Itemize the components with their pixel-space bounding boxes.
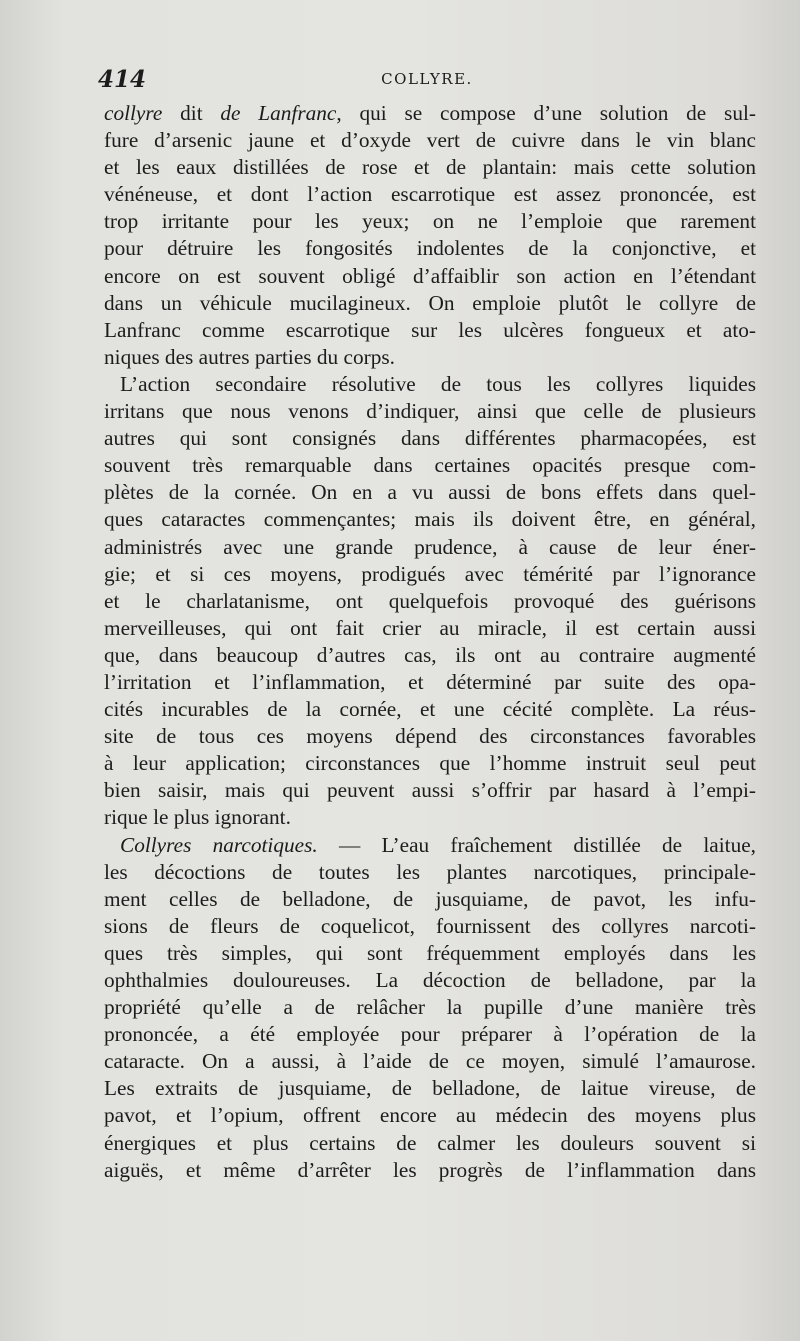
- text-line: [104, 777, 756, 804]
- line-text: souvent très remarquable dans certaines opacités presque com-: [104, 453, 756, 478]
- text-line: [104, 561, 756, 588]
- text-line: [104, 669, 756, 696]
- line-text: Les extraits de jusquiame, de belladone, de laitue vireuse, de: [104, 1076, 756, 1101]
- line-text: énergiques et plus certains de calmer les douleurs souvent si: [104, 1130, 756, 1155]
- line-text: Lanfranc comme escarrotique sur les ulcères fongueux et ato-: [104, 317, 756, 342]
- line-text: — L’eau fraîchement distillée de laitue,: [317, 832, 756, 857]
- text-line: [104, 208, 756, 235]
- line-text: propriété qu’elle a de relâcher la pupille d’une manière très: [104, 995, 756, 1020]
- text-line: [104, 750, 756, 777]
- line-text: niques des autres parties du corps.: [104, 344, 395, 369]
- text-line: [104, 100, 756, 127]
- line-text: prononcée, a été employée pour préparer à l’opération de la: [104, 1022, 756, 1047]
- text-line: [104, 696, 756, 723]
- text-line: [104, 994, 756, 1021]
- line-text: bien saisir, mais qui peuvent aussi s’offrir par hasard à l’empi-: [104, 778, 756, 803]
- line-text: , qui se compose d’une solution de sul-: [336, 101, 756, 125]
- text-line: [104, 263, 756, 290]
- text-line: [104, 154, 756, 181]
- text-line: [104, 723, 756, 750]
- text-line: [104, 127, 756, 154]
- line-text: ques très simples, qui sont fréquemment employés dans les: [104, 940, 756, 965]
- text-line: [104, 1102, 756, 1129]
- text-line: [104, 1021, 756, 1048]
- line-text: les décoctions de toutes les plantes narcotiques, principale-: [104, 859, 756, 884]
- line-text: autres qui sont consignés dans différentes pharmacopées, est: [104, 426, 756, 451]
- line-text: site de tous ces moyens dépend des circonstances favorables: [104, 724, 756, 749]
- page-number: 414: [98, 66, 147, 93]
- text-line: [104, 886, 756, 913]
- text-line: [104, 588, 756, 615]
- line-text: cataracte. On a aussi, à l’aide de ce moyen, simulé l’amaurose.: [104, 1049, 756, 1074]
- text-line: [104, 371, 756, 398]
- line-text: dans un véhicule mucilagineux. On emploie plutôt le collyre de: [104, 290, 756, 315]
- italic-text: de Lanfranc: [220, 101, 337, 125]
- line-text: à leur application; circonstances que l’homme instruit seul peut: [104, 751, 756, 776]
- text-line: [104, 859, 756, 886]
- text-line: [104, 290, 756, 317]
- line-text: sions de fleurs de coquelicot, fournissent des collyres narcoti-: [104, 913, 756, 938]
- text-line: [104, 479, 756, 506]
- line-text: ment celles de belladone, de jusquiame, de pavot, les infu-: [104, 886, 756, 911]
- italic-text: collyre: [104, 101, 163, 125]
- text-line: [104, 398, 756, 425]
- line-text: encore on est souvent obligé d’affaiblir son action en l’étendant: [104, 263, 756, 288]
- text-line: [104, 913, 756, 940]
- line-text: plètes de la cornée. On en a vu aussi de bons effets dans quel-: [104, 480, 756, 505]
- line-text: et les eaux distillées de rose et de plantain: mais cette solution: [104, 155, 756, 180]
- line-text: aiguës, et même d’arrêter les progrès de l’inflammation dans: [104, 1157, 756, 1182]
- line-text: vénéneuse, et dont l’action escarrotique est assez prononcée, est: [104, 182, 756, 207]
- line-text: ophthalmies douloureuses. La décoction de belladone, par la: [104, 968, 756, 992]
- line-text: pavot, et l’opium, offrent encore au médecin des moyens plus: [104, 1103, 756, 1128]
- text-line: [104, 181, 756, 208]
- text-line: [104, 1048, 756, 1075]
- text-line: [104, 235, 756, 262]
- text-line: [104, 534, 756, 561]
- line-text: que, dans beaucoup d’autres cas, ils ont au contraire augmenté: [104, 642, 756, 667]
- line-text: fure d’arsenic jaune et d’oxyde vert de cuivre dans le vin blanc: [104, 128, 756, 153]
- line-text: trop irritante pour les yeux; on ne l’emploie que rarement: [104, 209, 756, 234]
- text-line: [104, 940, 756, 967]
- text-line: [104, 1075, 756, 1102]
- line-text: rique le plus ignorant.: [104, 805, 291, 830]
- line-text: merveilleuses, qui ont fait crier au miracle, il est certain aussi: [104, 615, 756, 640]
- text-line: [104, 1130, 756, 1157]
- line-text: ques cataractes commençantes; mais ils doivent être, en général,: [104, 507, 756, 532]
- text-line: [104, 804, 756, 831]
- line-text: administrés avec une grande prudence, à cause de leur éner-: [104, 534, 756, 559]
- text-line: [104, 452, 756, 479]
- line-text: l’irritation et l’inflammation, et déterminé par suite des opa-: [104, 669, 756, 694]
- text-line: [104, 425, 756, 452]
- page-header: [98, 66, 756, 96]
- line-text: et le charlatanisme, ont quelquefois provoqué des guérisons: [104, 588, 756, 613]
- text-line: [104, 506, 756, 533]
- line-text: gie; et si ces moyens, prodigués avec témérité par l’ignorance: [104, 561, 756, 586]
- text-line: [104, 615, 756, 642]
- line-text: pour détruire les fongosités indolentes de la conjonctive, et: [104, 236, 756, 261]
- text-line: [104, 967, 756, 994]
- text-line: [104, 642, 756, 669]
- text-line: [104, 344, 756, 371]
- running-title: COLLYRE.: [381, 70, 473, 88]
- line-text: irritans que nous venons d’indiquer, ainsi que celle de plusieurs: [104, 399, 756, 424]
- body-text: [104, 100, 756, 1184]
- line-text: cités incurables de la cornée, et une cécité complète. La réus-: [104, 697, 756, 722]
- italic-text: Collyres narcotiques.: [120, 832, 318, 857]
- text-line: [104, 1157, 756, 1184]
- text-line: [104, 317, 756, 344]
- text-line: [104, 832, 756, 859]
- line-text: L’action secondaire résolutive de tous les collyres liquides: [120, 371, 756, 396]
- line-text: dit: [162, 101, 221, 125]
